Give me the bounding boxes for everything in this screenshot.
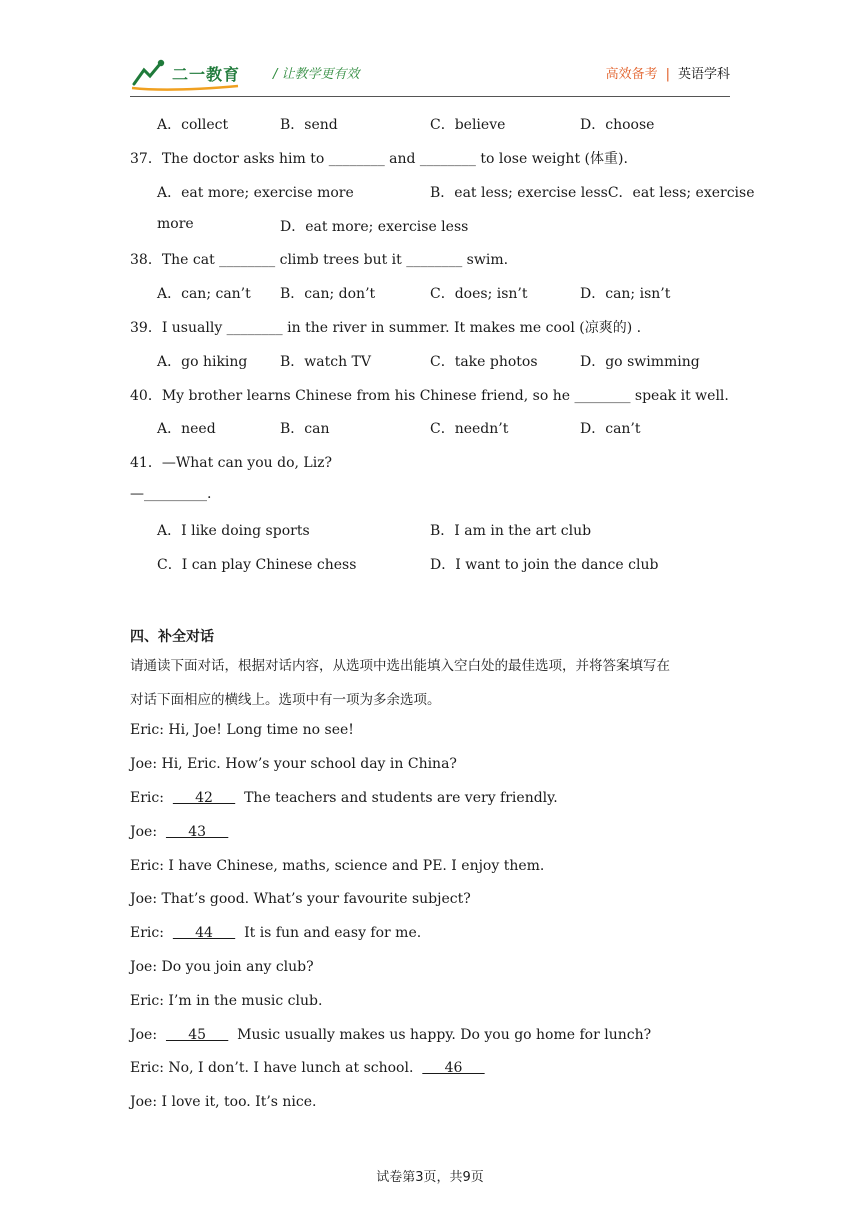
speaker: Joe: <box>130 1027 166 1043</box>
section-title: 四、补全对话 <box>130 629 214 645</box>
q40-option-c: C．needn’t <box>430 421 509 437</box>
header-separator: | <box>665 67 670 82</box>
q38-option-c: C．does; isn’t <box>430 286 528 302</box>
speaker: Eric: <box>130 925 173 941</box>
dialogue-line <box>130 824 228 840</box>
dialogue-line: Eric: Hi, Joe! Long time no see! <box>130 722 354 738</box>
dialogue-line <box>130 1027 651 1043</box>
section-instructions-2: 对话下面相应的横线上。选项中有一项为多余选项。 <box>130 692 441 708</box>
header-label: 高效备考 <box>605 67 658 82</box>
page-header <box>130 52 730 98</box>
q36-option-c: C．believe <box>430 117 506 133</box>
q41-option-b: B．I am in the art club <box>430 523 592 539</box>
blank-45[interactable]: 45 <box>165 1027 229 1043</box>
brand-name: 二一教育 <box>172 65 241 84</box>
q37-option-c-continued: more <box>157 216 194 232</box>
q40-option-d: D．can’t <box>580 421 641 437</box>
dialogue-line: Joe: That’s good. What’s your favourite subject? <box>130 891 471 907</box>
q38-stem: 38．The cat ________ climb trees but it ________ swim. <box>130 252 509 268</box>
q36-option-b: B．send <box>280 117 338 133</box>
page-footer: 试卷第3页，共9页 <box>376 1170 484 1185</box>
q41-answer-line: —_________. <box>130 486 212 502</box>
q41-option-c: C．I can play Chinese chess <box>157 557 357 573</box>
q38-option-d: D．can; isn’t <box>580 286 671 302</box>
q39-option-a: A．go hiking <box>157 354 248 370</box>
q41-option-a: A．I like doing sports <box>157 523 310 539</box>
dialogue-line <box>130 790 558 806</box>
q40-stem: 40．My brother learns Chinese from his Chinese friend, so he ________ speak it well. <box>130 388 729 404</box>
q38-option-a: A．can; can’t <box>157 286 251 302</box>
dialogue-line: Eric: I’m in the music club. <box>130 993 323 1009</box>
blank-46[interactable]: 46 <box>422 1060 485 1076</box>
q41-stem: 41．—What can you do, Liz? <box>130 455 333 471</box>
speaker: Joe: <box>130 824 166 840</box>
dialogue-text: The teachers and students are very friendly. <box>235 790 558 806</box>
blank-42[interactable]: 42 <box>172 790 236 806</box>
blank-43[interactable]: 43 <box>165 824 229 840</box>
q37-stem: 37．The doctor asks him to ________ and ________ to lose weight (体重). <box>130 151 628 167</box>
q36-option-d: D．choose <box>580 117 655 133</box>
q38-option-b: B．can; don’t <box>280 286 376 302</box>
dialogue-line: Joe: Do you join any club? <box>130 959 314 975</box>
q40-option-a: A．need <box>157 421 216 437</box>
slogan: / 让教学更有效 <box>273 67 360 82</box>
speaker: Eric: <box>130 790 173 806</box>
q40-option-b: B．can <box>280 421 330 437</box>
dialogue-line <box>130 925 421 941</box>
q39-stem: 39．I usually ________ in the river in summer. It makes me cool (凉爽的) . <box>130 320 642 336</box>
q37-option-a: A．eat more; exercise more <box>157 185 354 201</box>
dialogue-text: Music usually makes us happy. Do you go home for lunch? <box>228 1027 652 1043</box>
header-right <box>606 63 730 82</box>
dialogue-line: Joe: Hi, Eric. How’s your school day in China? <box>130 756 457 772</box>
q36-option-a: A．collect <box>157 117 229 133</box>
dialogue-text: It is fun and easy for me. <box>235 925 422 941</box>
dialogue-text: Eric: No, I don’t. I have lunch at school. <box>130 1060 423 1076</box>
q37-option-bc: B．eat less; exercise lessC．eat less; exercise <box>430 185 755 201</box>
subject-label: 英语学科 <box>677 67 730 82</box>
dialogue-line: Eric: I have Chinese, maths, science and PE. I enjoy them. <box>130 858 545 874</box>
q39-option-b: B．watch TV <box>280 354 371 370</box>
q41-option-d: D．I want to join the dance club <box>430 557 659 573</box>
blank-44[interactable]: 44 <box>172 925 236 941</box>
section-instructions-1: 请通读下面对话，根据对话内容，从选项中选出能填入空白处的最佳选项，并将答案填写在 <box>130 658 670 674</box>
dialogue-line: Joe: I love it, too. It’s nice. <box>130 1094 317 1110</box>
q37-option-d: D．eat more; exercise less <box>280 219 469 235</box>
q39-option-c: C．take photos <box>430 354 538 370</box>
header-divider <box>130 96 730 97</box>
q39-option-d: D．go swimming <box>580 354 700 370</box>
dialogue-line <box>130 1060 485 1076</box>
